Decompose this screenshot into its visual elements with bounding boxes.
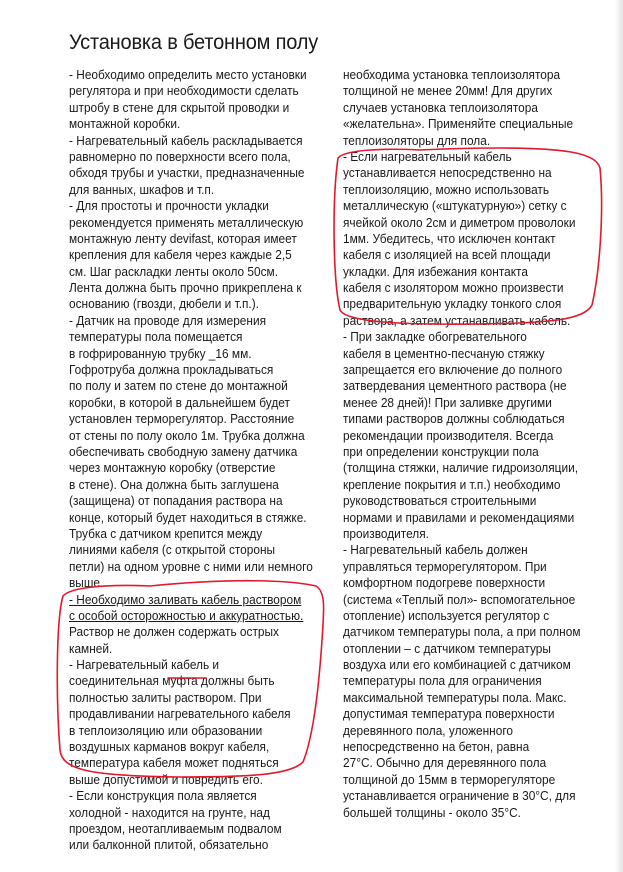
text-line: в теплоизоляцию или образовании <box>69 722 263 738</box>
text-line: затвердевания цементного раствора (не <box>343 378 567 394</box>
text-line: для ванных, шкафов и т.п. <box>69 181 215 197</box>
text-line: Трубка с датчиком крепится между <box>69 525 263 541</box>
text-line: толщиной не менее 20мм! Для других <box>343 83 553 99</box>
text-line: коробки, в которой в дальнейшем будет <box>69 394 290 410</box>
text-line: 27°C. Обычно для деревянного пола <box>343 755 547 771</box>
text-line: устанавливается ограничение в 30°C, для <box>343 788 576 804</box>
text-line: - Нагревательный кабель и <box>69 657 220 673</box>
text-line: металлическую («штукатурную») сетку с <box>343 198 567 214</box>
text-line: теплоизоляторы для пола. <box>343 132 491 148</box>
text-line: толщиной до 15мм в терморегуляторе <box>343 771 556 787</box>
text-line: управляться терморегулятором. При <box>343 558 547 574</box>
left-column <box>69 67 331 854</box>
text-line: допустимая температура поверхности <box>343 706 555 722</box>
underlined-text-line: с особой осторожностью и аккуратностью. <box>69 607 304 623</box>
text-line: основанию (гвозди, дюбели и т.п.). <box>69 296 259 312</box>
text-line: - При закладке обогревательного <box>343 329 527 345</box>
text-line: укладки. Для избежания контакта <box>343 263 528 279</box>
text-line: штробу в стене для скрытой проводки и <box>69 99 290 115</box>
text-line: кабеля в цементно-песчаную стяжку <box>343 345 545 361</box>
text-line: равномерно по поверхности всего пола, <box>69 148 291 164</box>
text-line: проездом, неотапливаемым подвалом <box>69 820 282 836</box>
text-line: регулятора и при необходимости сделать <box>69 83 299 99</box>
text-line: кабеля с изолятором можно произвести <box>343 280 564 296</box>
text-line: большей толщины - около 35°C. <box>343 804 521 820</box>
text-line: Гофротруба должна прокладываться <box>69 362 274 378</box>
text-line: деревянного пола, уложенного <box>343 722 514 738</box>
text-line: запрещается его включение до полного <box>343 362 563 378</box>
text-line: при определении конструкции пола <box>343 443 539 459</box>
text-line: комфортном подогреве поверхности <box>343 575 546 591</box>
text-line: (толщина стяжки, наличие гидроизоляции, <box>343 460 579 476</box>
text-line: выше допустимой и повредить его. <box>69 771 263 787</box>
text-line: обходя трубы и участки, предназначенные <box>69 165 305 181</box>
text-line: раствора, а затем устанавливать кабель. <box>343 312 571 328</box>
text-line: рекомендации производителя. Всегда <box>343 427 554 443</box>
text-line: камней. <box>69 640 113 656</box>
text-line: монтажной коробки. <box>69 116 181 132</box>
text-line: через монтажную коробку (отверстие <box>69 460 276 476</box>
text-line: или балконной плитой, обязательно <box>69 837 269 853</box>
text-line: кабеля с изоляцией на всей площади <box>343 247 551 263</box>
text-line: петли) на одном уровне с ними или немного <box>69 558 313 574</box>
text-line: рекомендуется применять металлическую <box>69 214 304 230</box>
text-line: теплоизоляцию, можно использовать <box>343 181 550 197</box>
text-line: крепления для кабеля через каждые 2,5 <box>69 247 292 263</box>
text-line: ячейкой около 2см и диметром проволоки <box>343 214 576 230</box>
text-line: - Нагревательный кабель должен <box>343 542 528 558</box>
text-line: - Если нагревательный кабель <box>343 148 512 164</box>
text-line: типами растворов должны соблюдаться <box>343 411 565 427</box>
text-line: - Необходимо определить место установки <box>69 67 307 82</box>
text-line: температуры пола помещается <box>69 329 243 345</box>
text-line: в стене). Она должна быть заглушена <box>69 476 279 492</box>
text-line: менее 28 дней)! При заливке другими <box>343 394 552 410</box>
text-line: полностью залиты раствором. При <box>69 689 262 705</box>
text-line: воздуха или его комбинацией с датчиком <box>343 657 571 673</box>
text-line: продавливании нагревательного кабеля <box>69 706 291 722</box>
text-line: холодной - находится на грунте, над <box>69 804 270 820</box>
text-line: в гофрированную трубку _16 мм. <box>69 345 252 361</box>
text-line: установлен терморегулятор. Расстояние <box>69 411 295 427</box>
page-title: Установка в бетонном полу <box>69 30 319 54</box>
text-line: линиями кабеля (с открытой стороны <box>69 542 276 558</box>
text-line: нормами и правилами и рекомендациями <box>343 509 575 525</box>
text-line: конце, который будет находиться в стяжке. <box>69 509 307 525</box>
underlined-text-line: - Необходимо заливать кабель раствором <box>69 591 302 607</box>
text-line: - Для простоты и прочности укладки <box>69 198 269 214</box>
text-line: от стены по полу около 1м. Трубка должна <box>69 427 305 443</box>
text-line: устанавливается непосредственно на <box>343 165 552 181</box>
text-line: - Нагревательный кабель раскладывается <box>69 132 303 148</box>
text-line: (защищена) от попадания раствора на <box>69 493 283 509</box>
text-line: (система «Теплый пол»- вспомогательное <box>343 591 576 607</box>
page-edge-shadow <box>615 0 623 872</box>
right-column <box>343 67 594 821</box>
text-line: 1мм. Убедитесь, что исключен контакт <box>343 230 556 246</box>
text-line: - Если конструкция пола является <box>69 788 257 804</box>
text-line: отоплении – с датчиком температуры <box>343 640 551 656</box>
text-line: непосредственно на бетон, равна <box>343 739 530 755</box>
text-line: монтажную ленту devifast, которая имеет <box>69 230 297 246</box>
text-line: крепление покрытия и т.п.) необходимо <box>343 476 561 492</box>
text-line: соединительная муфта должны быть <box>69 673 275 689</box>
text-line: отопление) используется регулятор с <box>343 607 550 623</box>
text-line: датчиком температуры пола, а при полном <box>343 624 581 640</box>
text-line: обеспечивать свободную замену датчика <box>69 443 298 459</box>
text-line: Лента должна быть прочно прикреплена к <box>69 280 302 296</box>
text-line: температура кабеля может подняться <box>69 755 279 771</box>
text-line: случаев установка теплоизолятора <box>343 99 538 115</box>
text-line: выше. <box>69 575 104 591</box>
text-line: Раствор не должен содержать острых <box>69 624 279 640</box>
text-line: воздушных карманов вокруг кабеля, <box>69 739 270 755</box>
text-line: максимальной температуры пола. Макс. <box>343 689 567 705</box>
text-line: «желательна». Применяйте специальные <box>343 116 574 132</box>
text-line: руководствоваться строительными <box>343 493 537 509</box>
text-line: необходима установка теплоизолятора <box>343 67 561 82</box>
text-line: температуры пола для ограничения <box>343 673 542 689</box>
text-line: - Датчик на проводе для измерения <box>69 312 267 328</box>
text-line: по полу и затем по стене до монтажной <box>69 378 288 394</box>
text-line: предварительную укладку тонкого слоя <box>343 296 562 312</box>
text-line: производителя. <box>343 525 429 541</box>
text-line: см. Шаг раскладки ленты около 50см. <box>69 263 278 279</box>
